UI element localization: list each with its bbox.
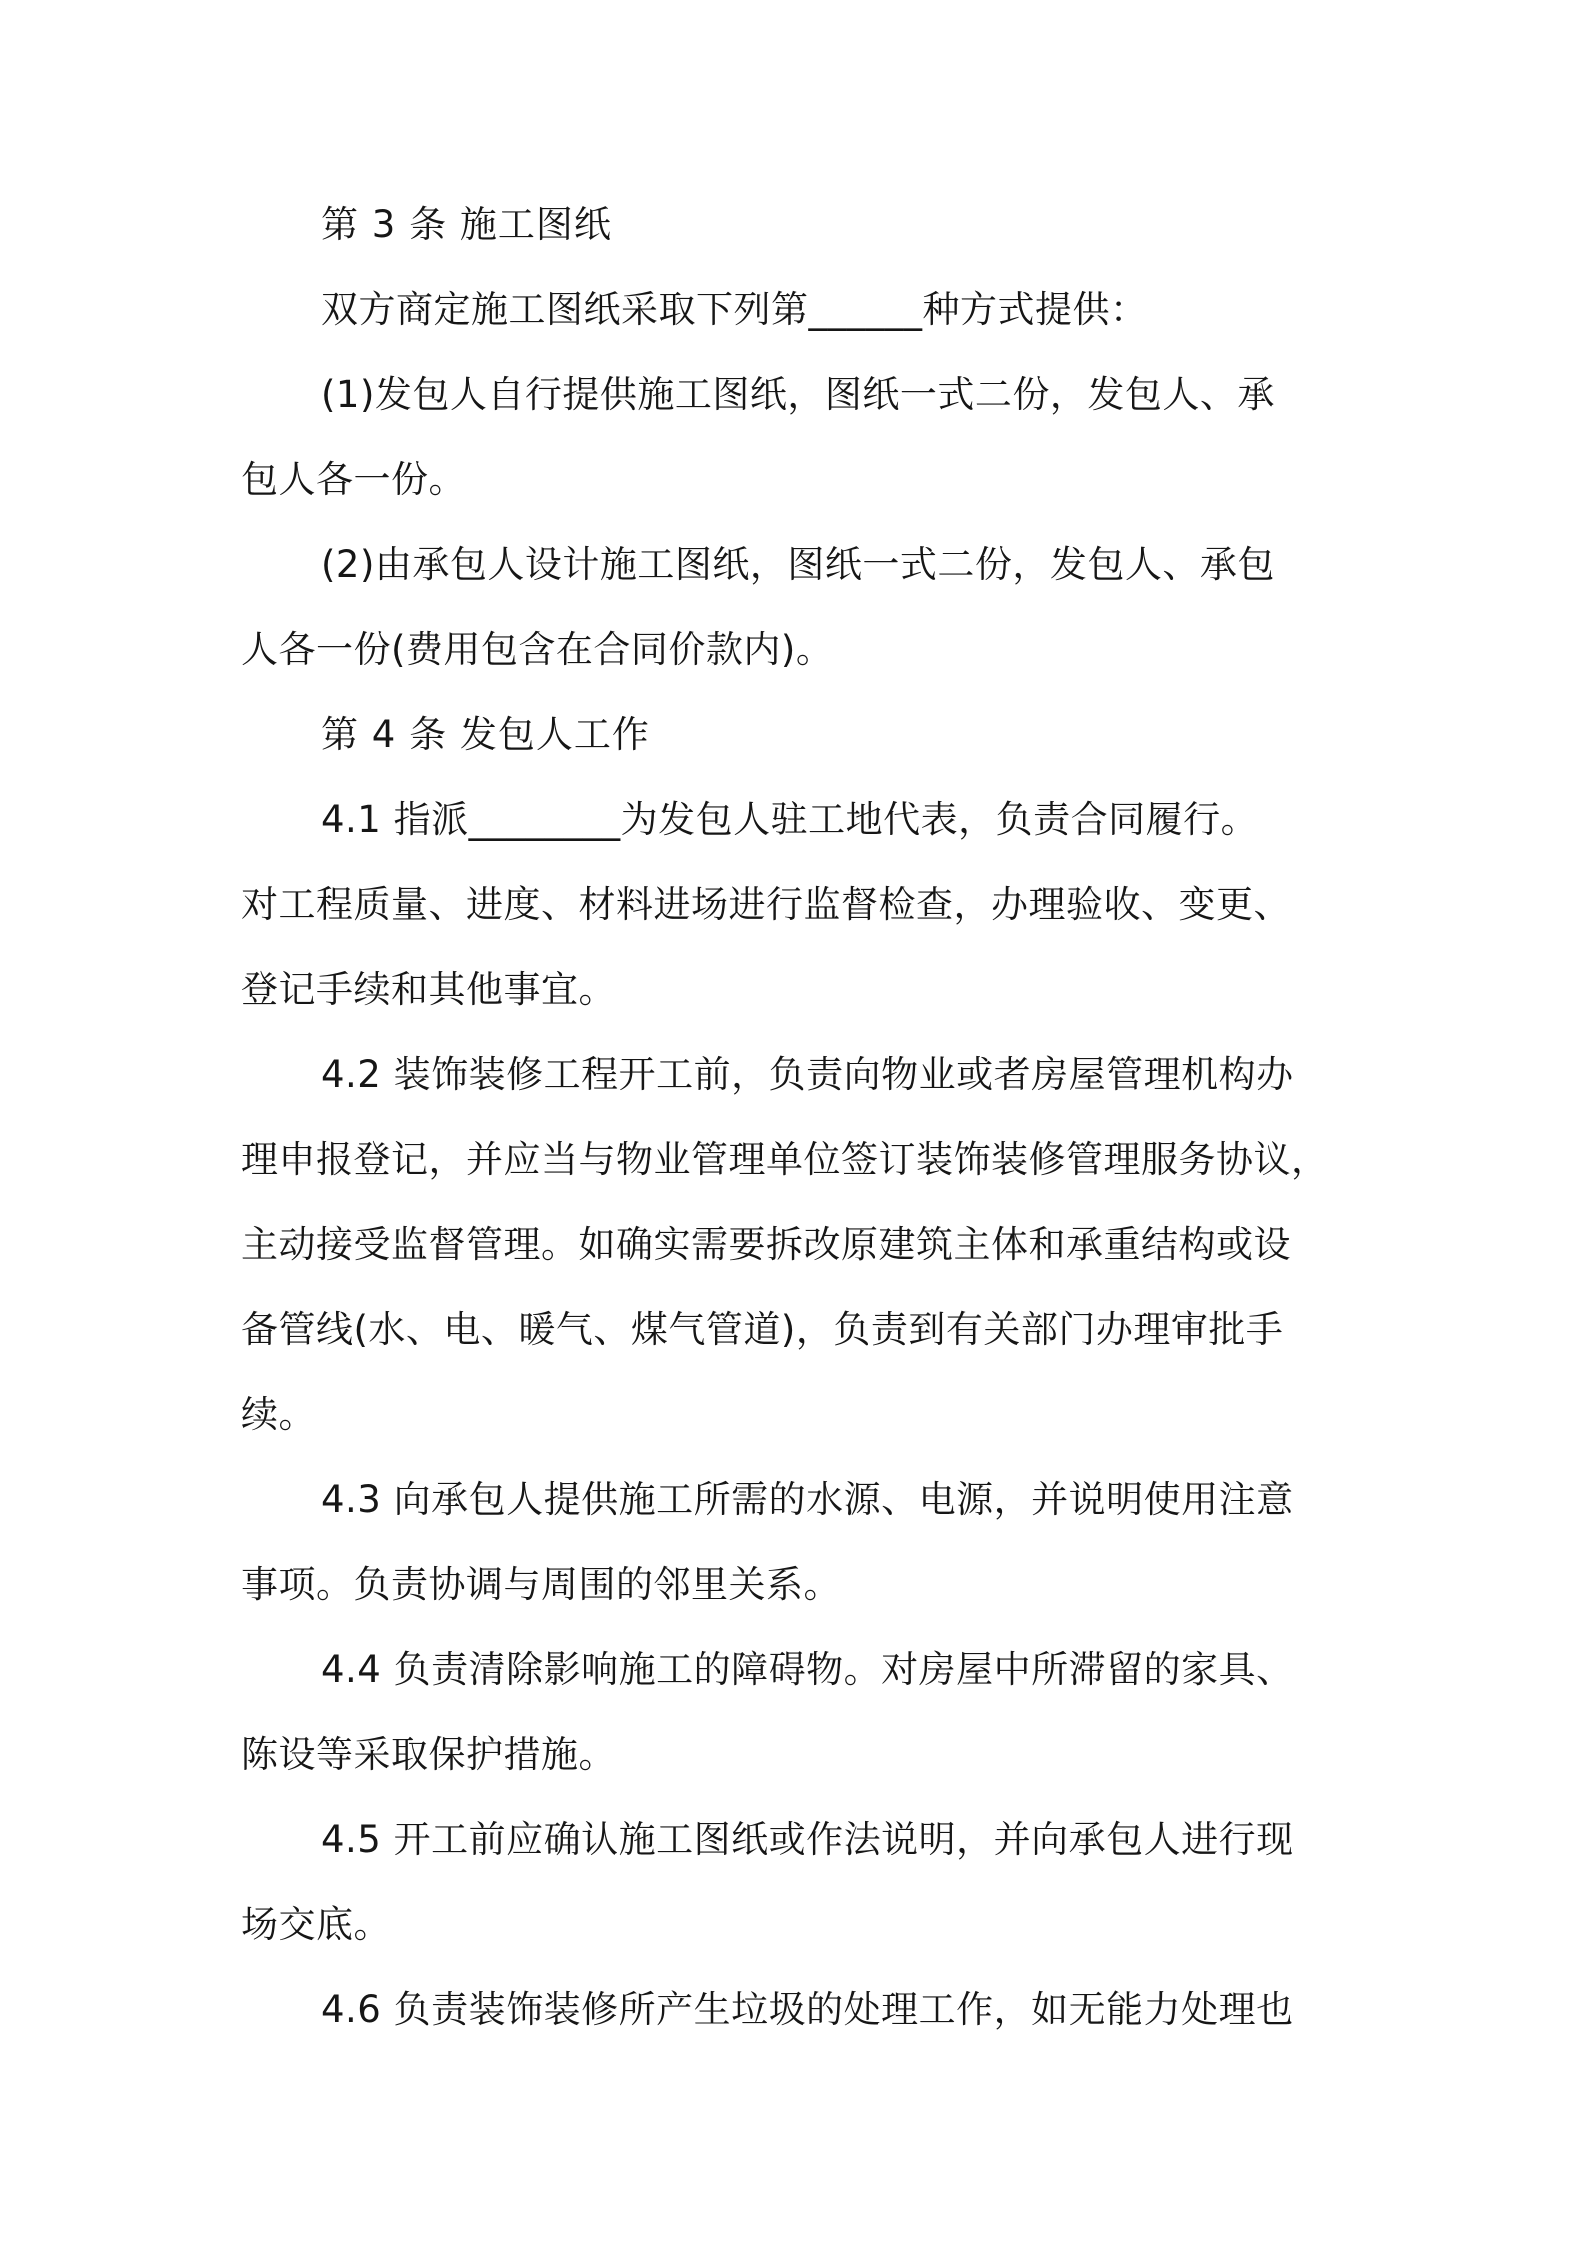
paragraph-line: (1)发包人自行提供施工图纸，图纸一式二份，发包人、承 bbox=[321, 373, 1275, 416]
paragraph-line: 对工程质量、进度、材料进场进行监督检查，办理验收、变更、 bbox=[241, 883, 1291, 926]
paragraph-line: 登记手续和其他事宜。 bbox=[241, 968, 616, 1011]
paragraph-line: 人各一份(费用包含在合同价款内)。 bbox=[241, 628, 834, 671]
paragraph-line: 主动接受监督管理。如确实需要拆改原建筑主体和承重结构或设 bbox=[241, 1223, 1291, 1266]
paragraph-line: 续。 bbox=[241, 1393, 316, 1436]
paragraph-line: 双方商定施工图纸采取下列第______种方式提供： bbox=[321, 288, 1148, 331]
paragraph-line: 4.2 装饰装修工程开工前，负责向物业或者房屋管理机构办 bbox=[321, 1053, 1294, 1096]
paragraph-line: 4.1 指派________为发包人驻工地代表，负责合同履行。 bbox=[321, 798, 1259, 841]
paragraph-line: 事项。负责协调与周围的邻里关系。 bbox=[241, 1563, 841, 1606]
paragraph-line: 4.5 开工前应确认施工图纸或作法说明，并向承包人进行现 bbox=[321, 1818, 1294, 1861]
paragraph-line: 4.4 负责清除影响施工的障碍物。对房屋中所滞留的家具、 bbox=[321, 1648, 1294, 1691]
paragraph-line: 包人各一份。 bbox=[241, 458, 466, 501]
article-3-heading: 第 3 条 施工图纸 bbox=[321, 203, 612, 246]
paragraph-line: (2)由承包人设计施工图纸，图纸一式二份，发包人、承包 bbox=[321, 543, 1275, 586]
paragraph-line: 陈设等采取保护措施。 bbox=[241, 1733, 616, 1776]
paragraph-line: 备管线(水、电、暖气、煤气管道)，负责到有关部门办理审批手 bbox=[241, 1308, 1284, 1351]
paragraph-line: 理申报登记，并应当与物业管理单位签订装饰装修管理服务协议， bbox=[241, 1138, 1329, 1181]
paragraph-line: 4.3 向承包人提供施工所需的水源、电源，并说明使用注意 bbox=[321, 1478, 1294, 1521]
paragraph-line: 4.6 负责装饰装修所产生垃圾的处理工作，如无能力处理也 bbox=[321, 1988, 1294, 2031]
paragraph-line: 场交底。 bbox=[241, 1903, 391, 1946]
article-4-heading: 第 4 条 发包人工作 bbox=[321, 713, 650, 756]
